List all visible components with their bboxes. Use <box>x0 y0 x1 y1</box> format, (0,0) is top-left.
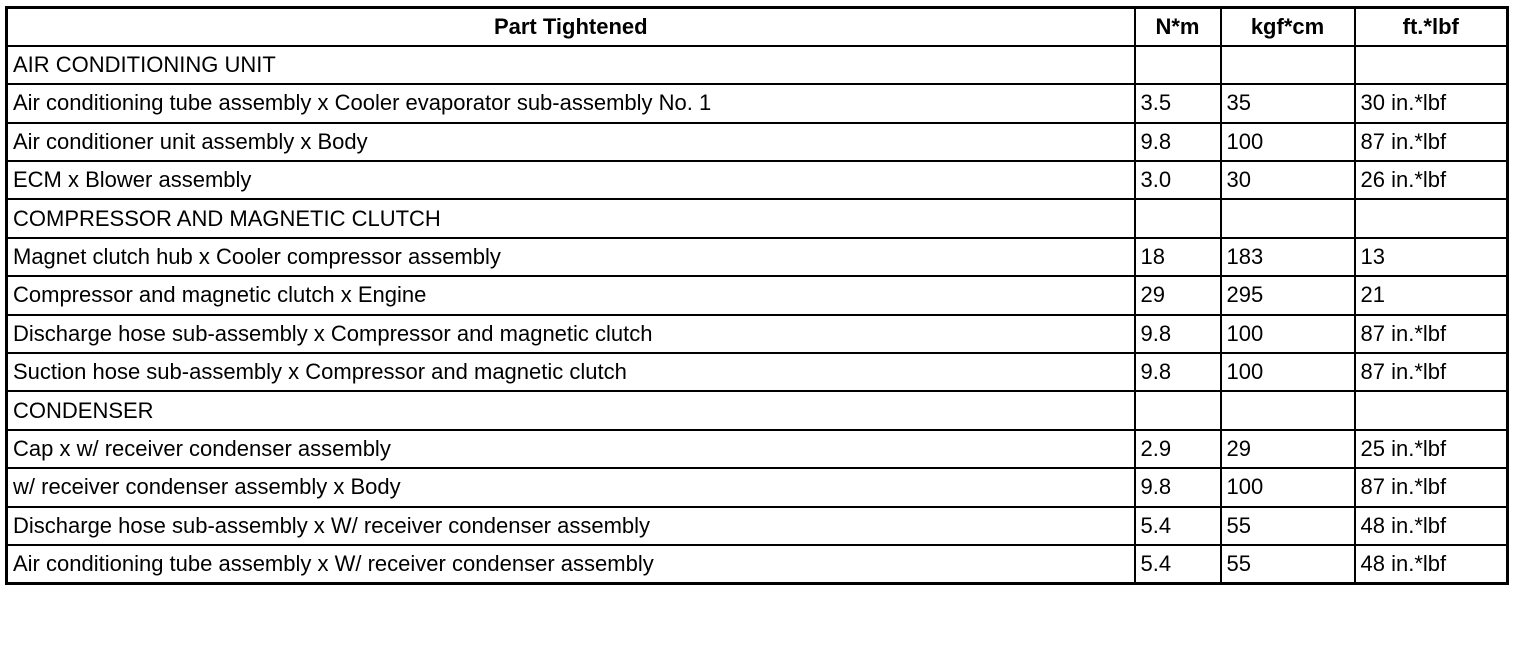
nm-cell: 9.8 <box>1135 123 1221 161</box>
ftlbf-cell: 48 in.*lbf <box>1355 507 1508 545</box>
part-cell: CONDENSER <box>7 391 1135 429</box>
kgfcm-cell <box>1221 391 1355 429</box>
part-cell: Suction hose sub-assembly x Compressor and magnetic clutch <box>7 353 1135 391</box>
kgfcm-cell: 30 <box>1221 161 1355 199</box>
nm-cell <box>1135 391 1221 429</box>
kgfcm-cell: 183 <box>1221 238 1355 276</box>
section-row-compressor-and-magnetic-clutch <box>7 199 1508 237</box>
ftlbf-cell: 87 in.*lbf <box>1355 123 1508 161</box>
nm-cell: 9.8 <box>1135 315 1221 353</box>
nm-cell <box>1135 199 1221 237</box>
table-row <box>7 161 1508 199</box>
header-kgfcm: kgf*cm <box>1221 8 1355 46</box>
table-row <box>7 276 1508 314</box>
ftlbf-cell: 13 <box>1355 238 1508 276</box>
nm-cell: 29 <box>1135 276 1221 314</box>
kgfcm-cell: 100 <box>1221 353 1355 391</box>
ftlbf-cell <box>1355 199 1508 237</box>
nm-cell: 2.9 <box>1135 430 1221 468</box>
table-row <box>7 84 1508 122</box>
kgfcm-cell: 29 <box>1221 430 1355 468</box>
kgfcm-cell <box>1221 199 1355 237</box>
part-cell: Air conditioning tube assembly x Cooler evaporator sub-assembly No. 1 <box>7 84 1135 122</box>
nm-cell: 3.0 <box>1135 161 1221 199</box>
ftlbf-cell: 48 in.*lbf <box>1355 545 1508 583</box>
table-row <box>7 507 1508 545</box>
ftlbf-cell: 87 in.*lbf <box>1355 315 1508 353</box>
header-nm: N*m <box>1135 8 1221 46</box>
torque-spec-table <box>5 6 1509 585</box>
section-row-condenser <box>7 391 1508 429</box>
ftlbf-cell: 30 in.*lbf <box>1355 84 1508 122</box>
ftlbf-cell: 21 <box>1355 276 1508 314</box>
part-cell: Magnet clutch hub x Cooler compressor assembly <box>7 238 1135 276</box>
part-cell: Air conditioning tube assembly x W/ receiver condenser assembly <box>7 545 1135 583</box>
part-cell: Cap x w/ receiver condenser assembly <box>7 430 1135 468</box>
ftlbf-cell <box>1355 46 1508 84</box>
part-cell: AIR CONDITIONING UNIT <box>7 46 1135 84</box>
nm-cell: 18 <box>1135 238 1221 276</box>
ftlbf-cell: 87 in.*lbf <box>1355 468 1508 506</box>
header-ftlbf: ft.*lbf <box>1355 8 1508 46</box>
nm-cell <box>1135 46 1221 84</box>
section-row-air-conditioning-unit <box>7 46 1508 84</box>
kgfcm-cell: 55 <box>1221 545 1355 583</box>
table-row <box>7 315 1508 353</box>
header-part-tightened: Part Tightened <box>7 8 1135 46</box>
ftlbf-cell: 25 in.*lbf <box>1355 430 1508 468</box>
ftlbf-cell <box>1355 391 1508 429</box>
table-row <box>7 353 1508 391</box>
part-cell: ECM x Blower assembly <box>7 161 1135 199</box>
kgfcm-cell: 295 <box>1221 276 1355 314</box>
part-cell: Discharge hose sub-assembly x W/ receiver condenser assembly <box>7 507 1135 545</box>
ftlbf-cell: 26 in.*lbf <box>1355 161 1508 199</box>
kgfcm-cell: 55 <box>1221 507 1355 545</box>
kgfcm-cell: 100 <box>1221 315 1355 353</box>
table-row <box>7 430 1508 468</box>
nm-cell: 9.8 <box>1135 468 1221 506</box>
part-cell: w/ receiver condenser assembly x Body <box>7 468 1135 506</box>
part-cell: Compressor and magnetic clutch x Engine <box>7 276 1135 314</box>
part-cell: Discharge hose sub-assembly x Compressor and magnetic clutch <box>7 315 1135 353</box>
ftlbf-cell: 87 in.*lbf <box>1355 353 1508 391</box>
part-cell: COMPRESSOR AND MAGNETIC CLUTCH <box>7 199 1135 237</box>
nm-cell: 3.5 <box>1135 84 1221 122</box>
torque-table-container <box>5 6 1509 585</box>
nm-cell: 5.4 <box>1135 507 1221 545</box>
kgfcm-cell: 100 <box>1221 468 1355 506</box>
table-row <box>7 123 1508 161</box>
table-row <box>7 545 1508 583</box>
table-header-row <box>7 8 1508 46</box>
kgfcm-cell <box>1221 46 1355 84</box>
nm-cell: 5.4 <box>1135 545 1221 583</box>
part-cell: Air conditioner unit assembly x Body <box>7 123 1135 161</box>
kgfcm-cell: 35 <box>1221 84 1355 122</box>
nm-cell: 9.8 <box>1135 353 1221 391</box>
table-row <box>7 238 1508 276</box>
table-row <box>7 468 1508 506</box>
kgfcm-cell: 100 <box>1221 123 1355 161</box>
